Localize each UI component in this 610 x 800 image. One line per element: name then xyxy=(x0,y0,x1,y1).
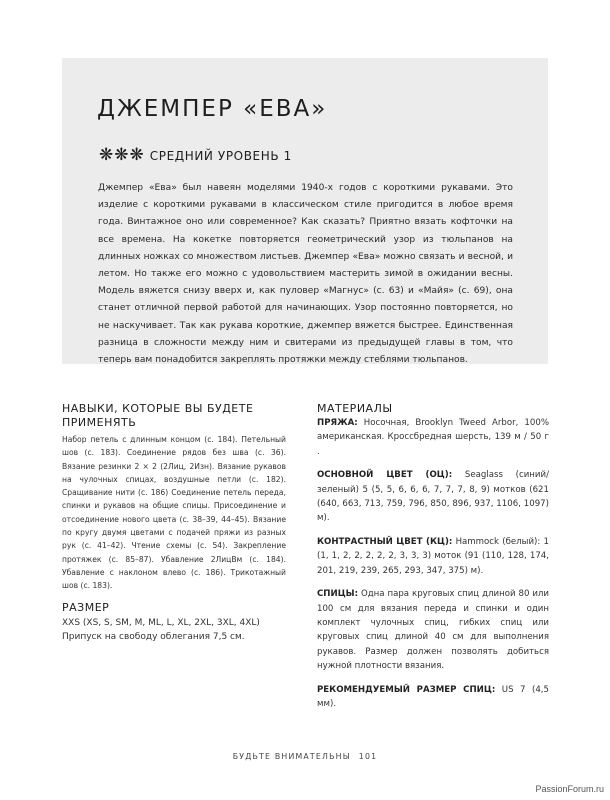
running-title: БУДЬТЕ ВНИМАТЕЛЬНЫ xyxy=(232,752,351,761)
contrast-color-info xyxy=(317,535,549,578)
yarn-label: ПРЯЖА: xyxy=(317,418,358,428)
main-color-info xyxy=(317,468,549,525)
skills-heading: НАВЫКИ, КОТОРЫЕ ВЫ БУДЕТЕ ПРИМЕНЯТЬ xyxy=(62,402,254,429)
needles-label: СПИЦЫ: xyxy=(317,589,359,600)
size-ease: Припуск на свободу облегания 7,5 см. xyxy=(62,631,245,642)
yarn-info xyxy=(317,416,549,459)
needles-text: Одна пара круговых спиц длиной 80 или 100 см для вязания переда и спинки и один комплект чулочных спиц, гибких спиц или круговых спиц длиной 40 см для выполнения рукавов. Размер должен позволять добиться нужной плотности вязания. xyxy=(317,589,550,671)
recommended-needle-text: US 7 (4,5 мм). xyxy=(317,684,550,710)
difficulty-label: СРЕДНИЙ УРОВЕНЬ 1 xyxy=(149,148,292,163)
skills-text: Набор петель с длинным концом (с. 184). Петельный шов (с. 183). Соединение рядов без шва (с. 36). Вязание резинки 2 × 2 (2Лиц, 2Изн). Вязание рукавов на чулочных спицах, воздушные петли (с. 182). Сращивание нити (с. 186) Соединение петель переда, спинки и рукавов на общие спицы. Присоединение и отсоединение нового цвета (с. 38–39, 44–45). Вязание по кругу двумя цветами с подачей пряжи из разных рук (с. 41–42). Чтение схемы (с. 54). Закрепление протяжек (с. 85–87). Убавление 2ЛицВм (с. 184). Убавление с наклоном влево (с. 186). Трикотажный шов (с. 183). xyxy=(62,435,286,591)
materials-heading: МАТЕРИАЛЫ xyxy=(317,402,393,415)
page-title: ДЖЕМПЕР «ЕВА» xyxy=(97,96,328,122)
main-color-label: ОСНОВНОЙ ЦВЕТ (ОЦ): xyxy=(317,470,453,481)
yarn-text: Носочная, Brooklyn Tweed Arbor, 100% американская. Кроссбредная шерсть, 139 м / 50 г . xyxy=(317,418,549,457)
intro-paragraph: Джемпер «Ева» был навеян моделями 1940-х годов с короткими рукавами. Это изделие с короткими рукавами в классическом стиле пригодится в любое время года. Винтажное оно или современное? Как сказать? Приятно вязать кофточки на все времена. На кокетке повторяется геометрический узор из тюльпанов на длинных ножках со множеством листьев. Джемпер «Ева» можно связать и весной, и летом. Но также его можно с удовольствием мастерить зимой в ожидании весны. Модель вяжется снизу вверх и, как пуловер «Магнус» (с. 63) и «Майя» (с. 69), она станет отличной первой работой для начинающих. Узор постоянно повторяется, но не наскучивает. Так как рукава короткие, джемпер вяжется быстрее. Единственная разница в сложности между ним и свитерами из предыдущей главы в том, что теперь вам понадобится закреплять протяжки между стеблями тюльпанов. xyxy=(98,183,513,366)
snowflake-icon: ❋ xyxy=(129,145,144,165)
size-heading: РАЗМЕР xyxy=(62,600,110,614)
contrast-color-text: Hammock (белый): 1 (1, 1, 2, 2, 2, 2, 2, 3, 3, 3) моток (91 (110, 128, 174, 201, 219, 239, 265, 293, 347, 375) м). xyxy=(317,537,549,576)
watermark: PassionForum.ru xyxy=(535,784,604,794)
left-column xyxy=(62,402,286,644)
needles-info xyxy=(317,587,549,673)
recommended-needle-info xyxy=(317,683,549,712)
page-footer xyxy=(0,752,610,761)
recommended-needle-label: РЕКОМЕНДУЕМЫЙ РАЗМЕР СПИЦ: xyxy=(317,684,496,695)
right-column xyxy=(317,402,549,711)
contrast-color-label: КОНТРАСТНЫЙ ЦВЕТ (КЦ): xyxy=(317,537,453,548)
difficulty-level xyxy=(99,147,292,164)
size-list: XXS (XS, S, SM, M, ML, L, XL, 2XL, 3XL, 4XL) xyxy=(62,617,260,628)
main-color-text: Seaglass (синий/зеленый) 5 (5, 5, 6, 6, 6, 7, 7, 7, 8, 9) мотков (621 (640, 663, 713, 759, 796, 850, 896, 937, 1106, 1097) м). xyxy=(317,470,549,524)
size-section xyxy=(62,601,286,644)
snowflake-icon: ❋ xyxy=(99,145,114,165)
page-number: 101 xyxy=(358,752,378,761)
snowflake-icon: ❋ xyxy=(114,145,129,165)
